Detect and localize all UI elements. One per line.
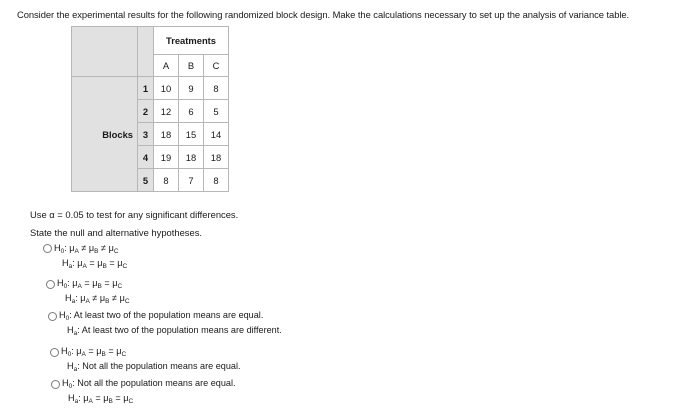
- option-2-ha[interactable]: $H_a$: $\mu_A \ne \mu_B \ne \mu_C$: [65, 293, 130, 305]
- option-3-ha[interactable]: $H_a$: At least two of the population means are different.: [67, 325, 282, 337]
- block-label: 4: [138, 146, 154, 169]
- table-cell: 5: [204, 100, 229, 123]
- block-label: 3: [138, 123, 154, 146]
- option-1-radio[interactable]: [43, 244, 52, 253]
- table-cell: 9: [179, 77, 204, 100]
- option-4-ha[interactable]: $H_a$: Not all the population means are equal.: [67, 361, 241, 373]
- table-cell: 18: [204, 146, 229, 169]
- treatment-label-a: A: [154, 55, 179, 77]
- table-corner-blocks: [138, 27, 154, 77]
- table-cell: 14: [204, 123, 229, 146]
- table-cell: 10: [154, 77, 179, 100]
- option-5-radio[interactable]: [51, 380, 60, 389]
- option-2-radio[interactable]: [46, 280, 55, 289]
- option-2-h0[interactable]: $H_0$: $\mu_A = \mu_B = \mu_C$: [57, 278, 123, 290]
- treatment-label-b: B: [179, 55, 204, 77]
- option-5-ha[interactable]: $H_a$: $\mu_A = \mu_B = \mu_C$: [68, 393, 134, 405]
- table-cell: 12: [154, 100, 179, 123]
- hypotheses-question: State the null and alternative hypotheses.: [30, 227, 202, 238]
- treatment-label-c: C: [204, 55, 229, 77]
- option-1-ha[interactable]: $H_a$: $\mu_A = \mu_B = \mu_C$: [62, 258, 128, 270]
- table-cell: 18: [179, 146, 204, 169]
- alpha-note: Use α = 0.05 to test for any significant differences.: [30, 209, 239, 220]
- table-cell: 15: [179, 123, 204, 146]
- option-4-radio[interactable]: [50, 348, 59, 357]
- table-cell: 18: [154, 123, 179, 146]
- table-cell: 8: [154, 169, 179, 192]
- table-corner: [72, 27, 138, 77]
- option-1-h0[interactable]: $H_0$: $\mu_A \ne \mu_B \ne \mu_C$: [54, 243, 119, 255]
- option-3-radio[interactable]: [48, 312, 57, 321]
- table-cell: 19: [154, 146, 179, 169]
- block-label: 5: [138, 169, 154, 192]
- option-5-h0[interactable]: $H_0$: Not all the population means are equal.: [62, 378, 236, 390]
- option-3-h0[interactable]: $H_0$: At least two of the population means are equal.: [59, 310, 264, 322]
- table-cell: 6: [179, 100, 204, 123]
- table-cell: 7: [179, 169, 204, 192]
- block-label: 1: [138, 77, 154, 100]
- data-table: [71, 26, 229, 192]
- option-4-h0[interactable]: $H_0$: $\mu_A = \mu_B = \mu_C$: [61, 346, 127, 358]
- table-cell: 8: [204, 169, 229, 192]
- table-cell: 8: [204, 77, 229, 100]
- table-row: [72, 77, 229, 100]
- treatments-header: Treatments: [154, 27, 229, 55]
- instructions-text: Consider the experimental results for the following randomized block design. Make the calculations necessary to set up the analysis of variance table.: [17, 9, 630, 20]
- blocks-label: Blocks: [72, 77, 138, 192]
- block-label: 2: [138, 100, 154, 123]
